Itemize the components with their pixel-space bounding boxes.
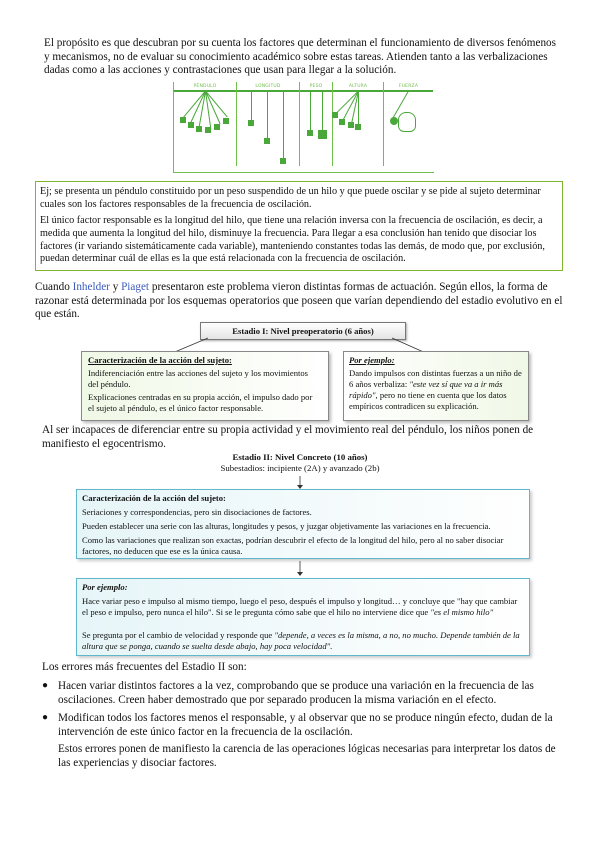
stage1-right-text (349, 368, 523, 412)
stage1-right-heading: Por ejemplo: (349, 355, 395, 365)
inhelder-piaget-paragraph (35, 281, 565, 322)
example-text-1: Ej; se presenta un péndulo constituido por un peso suspendido de un hilo y que puede oscilar y se pide al sujeto determinar cuales son los factores responsables de la frecuencia de oscilación. (40, 186, 541, 210)
stage2-box2-p1 (82, 596, 522, 618)
stage2-arrow-2 (295, 561, 305, 577)
stage2-box1-heading: Caracterización de la acción del sujeto: (82, 493, 226, 503)
stage2-box2-p2 (82, 630, 522, 652)
height-panel (333, 82, 384, 166)
stage1-left-p2: Explicaciones centradas en su propia acción, el impulso dado por el sujeto al péndulo, es el único factor responsable. (88, 392, 313, 413)
paragraph2-mid: y (109, 281, 122, 293)
stage1-example-box (343, 351, 529, 421)
example-text-2: El único factor responsable es la longitud del hilo, que tiene una relación inversa con la frecuencia de oscilación, es decir, a medida que aumenta la longitud del hilo, disminuye la frecuencia. Para llegar a esa conclusión han tenido que disociar los factores (ir variando sistemáticamente cada variable), manteniendo constantes todas las demás, de modo que, por exclusión, puedan determinar cuál de ellas es la que está relacionada con la frecuencia de oscilación. (40, 215, 545, 265)
panel-label-pendulo: PÉNDULO (193, 84, 217, 89)
length-panel (237, 82, 300, 166)
list-item (42, 680, 560, 707)
stage1-left-heading: Caracterización de la acción del sujeto: (88, 355, 232, 365)
stage1-right-text-a: Dando impulsos con distintas fuerzas a un niño de 6 años verbaliza: (349, 368, 522, 389)
stage2-header (200, 452, 400, 474)
error-item-2: Modifican todos los factores menos el responsable, y al observar que no se produce ningún efecto, dudan de la intervención de este único factor en la frecuencia de la oscilación. (58, 712, 553, 738)
pendulum-figure (173, 82, 434, 173)
egocentrism-paragraph: Al ser incapaces de diferenciar entre su propia actividad y el movimiento real del péndulo, los niños ponen de manifiesto el egocentrismo. (42, 424, 534, 450)
error-item-1: Hacen variar distintos factores a la vez, comprobando que se produce una variación en la frecuencia de las oscilaciones. Creen haber demostrado que por separado producen la misma variación en el efecto. (58, 680, 534, 706)
stage1-title: Estadio I: Nivel preoperatorio (6 años) (200, 322, 406, 340)
stage2-characterization-box (76, 489, 530, 559)
stage2-box2-p2-text: Se pregunta por el cambio de velocidad y responde que (82, 630, 275, 640)
stage1-characterization-box (81, 351, 329, 421)
stage2-title: Estadio II: Nivel Concreto (10 años) (232, 452, 368, 462)
pendulum-panel (174, 82, 237, 166)
panel-label-peso: PESO (309, 84, 323, 89)
stage2-box2-heading: Por ejemplo: (82, 582, 128, 592)
panel-label-longitud: LONGITUD (255, 84, 281, 89)
paragraph2-end: presentaron este problema vieron distintas formas de actuación. Según ellos, la forma de razonar está determinada por los esquemas operatorios que poseen que varían dependiendo del estadio evolutivo en el que están. (35, 281, 563, 321)
stage2-box1-p3: Como las variaciones que realizan son exactas, podrían descubrir el efecto de la longitud del hilo, pero al no saber disociar factores, no deducen que ese es la única causa. (82, 535, 504, 556)
stage2-box1-p2: Pueden establecer una serie con las alturas, longitudes y pesos, y juzgar objetivamente las variaciones en la frecuencia. (82, 521, 491, 531)
bullet-icon: ● (42, 712, 49, 724)
stage2-subtitle: Subestadios: incipiente (2A) y avanzado (2b) (220, 463, 380, 473)
stage2-box1-p1: Seriaciones y correspondencias, pero sin disociaciones de factores. (82, 507, 312, 517)
stage2-box2-p2-quote: "depende, a veces es la misma, a no, no mucho. Depende también de la altura que se ponga, cuando se suelta desde abajo, hay poca velocidad". (82, 630, 520, 651)
stage1-left-p1: Indiferenciación entre las acciones del sujeto y los movimientos del péndulo. (88, 368, 309, 389)
stage2-arrow-1 (295, 476, 305, 490)
inhelder-link[interactable]: Inhelder (72, 281, 110, 293)
panel-label-fuerza: FUERZA (398, 84, 419, 89)
pendulum-example-box (35, 181, 563, 271)
closing-paragraph: Estos errores ponen de manifiesto la carencia de las operaciones lógicas necesarias para interpretar los datos de las experiencias y disociar factores. (58, 743, 556, 769)
force-panel (384, 82, 433, 166)
piaget-link[interactable]: Piaget (121, 281, 150, 293)
stage1-right-text-b: , pero no tiene en cuenta que los datos empíricos contradicen su explicación. (349, 390, 507, 411)
stage2-box2-p1-quote: "es el mismo hilo" (430, 607, 494, 617)
bullet-icon: ● (42, 680, 49, 691)
stage2-box2-p1-text: Hace variar peso e impulso al mismo tiempo, luego el peso, después el impulso y longitud… y concluye que "hay que cambiar el peso e impulso, pero nunca el hilo". Si se le pregunta cómo sabe que el hilo no interviene dice que (82, 596, 518, 617)
list-item (42, 712, 560, 739)
stage2-example-box (76, 578, 530, 656)
weight-panel (300, 82, 333, 166)
stage1-right-quote: "este vez sí que va a ir más rápido" (349, 379, 503, 400)
intro-paragraph: El propósito es que descubran por su cuenta los factores que determinan el funcionamiento de diversos fenómenos y mecanismos, no de evaluar su conocimiento académico sobre estas tareas. Atienden tanto a las verbalizaciones dadas como a las acciones y contrastaciones que usan para llegar a la solución. (44, 37, 556, 77)
errors-intro: Los errores más frecuentes del Estadio II son: (42, 661, 247, 673)
paragraph2-start: Cuando (35, 281, 73, 293)
errors-list (42, 680, 560, 771)
hand-icon (398, 112, 416, 132)
panel-label-altura: ALTURA (348, 84, 368, 89)
